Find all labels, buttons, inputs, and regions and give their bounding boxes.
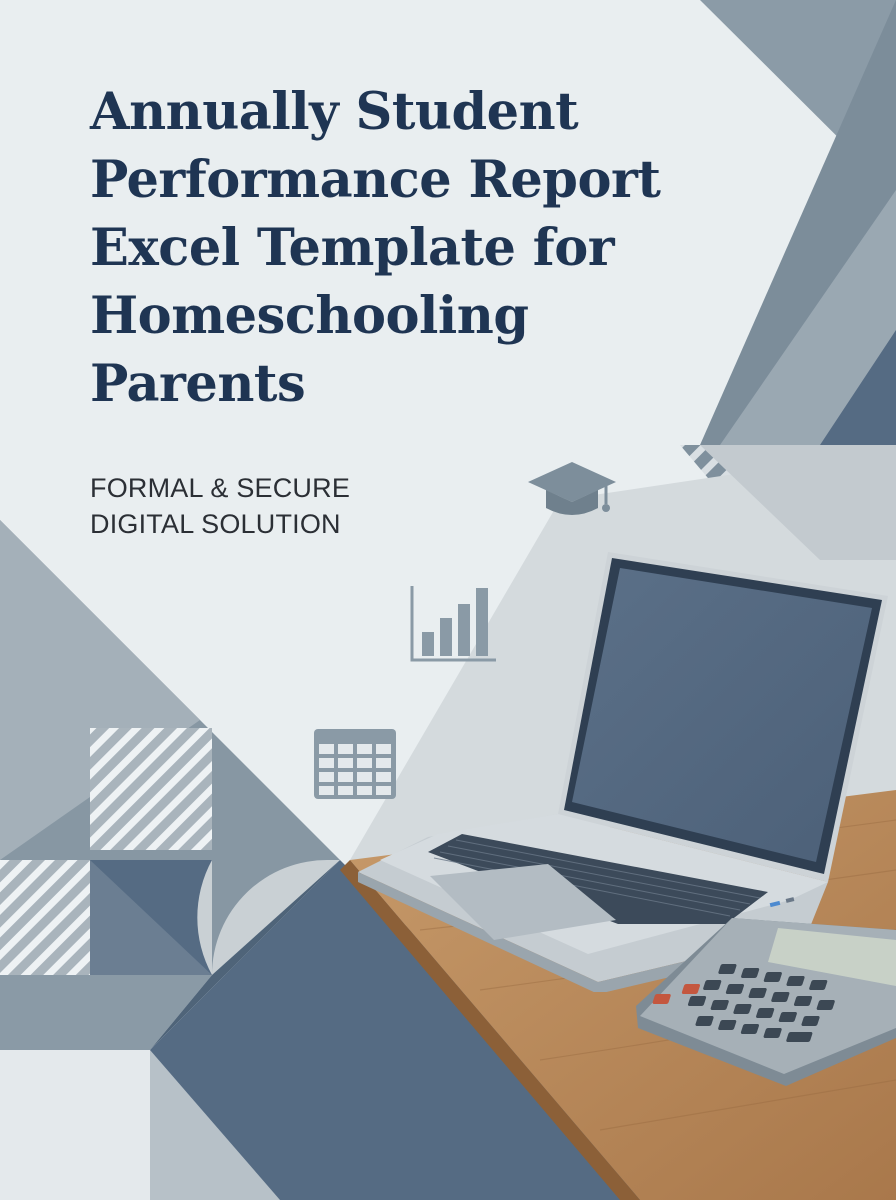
calculator (636, 918, 896, 1088)
title-line-2: Performance Report (90, 150, 661, 210)
title-line-3: Excel Template for (90, 218, 615, 278)
tagline-line-2: DIGITAL SOLUTION (90, 509, 341, 539)
title-line-5: Parents (90, 354, 306, 414)
page-title (90, 78, 790, 418)
tagline (90, 470, 510, 542)
bg-striped-square (90, 728, 212, 850)
graduation-cap-icon (524, 458, 620, 522)
title-line-1: Annually Student (90, 82, 579, 142)
title-line-4: Homeschooling (90, 286, 529, 346)
tagline-line-1: FORMAL & SECURE (90, 473, 351, 503)
bg-triangle-bottom-corner (0, 1050, 150, 1200)
bg-block-left-dark (0, 860, 90, 975)
